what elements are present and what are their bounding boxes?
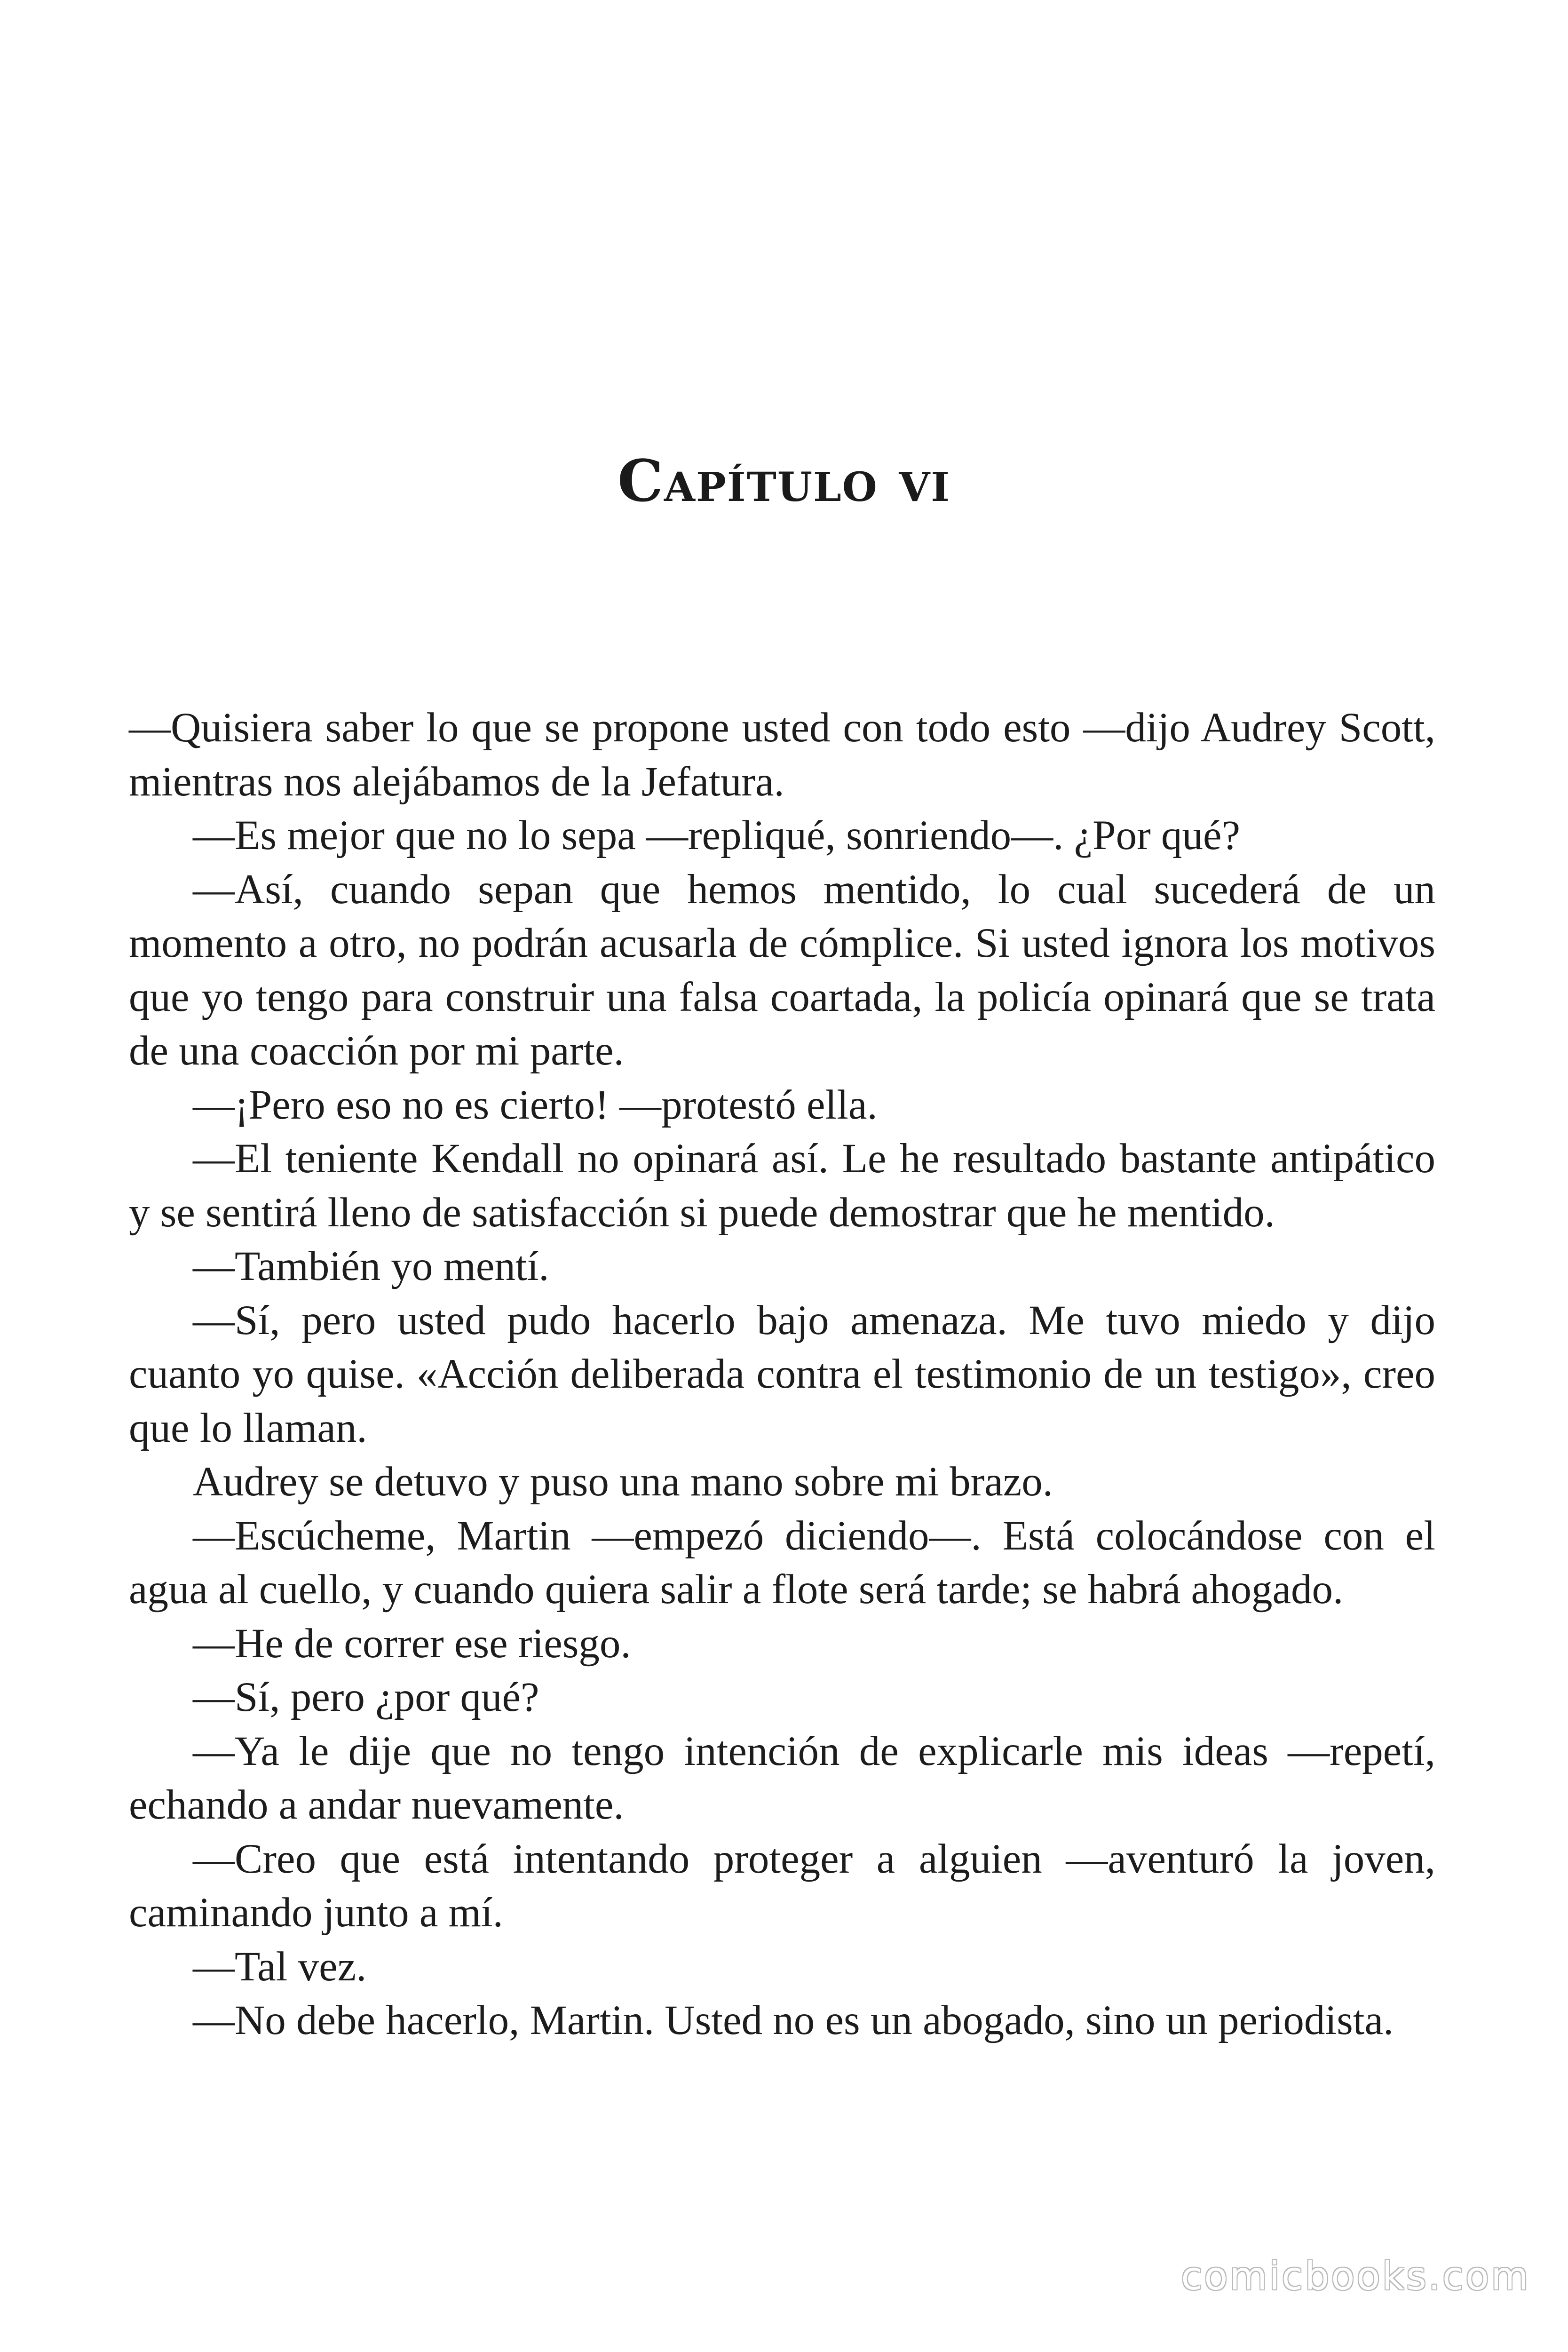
paragraph: —Sí, pero ¿por qué?	[193, 1674, 539, 1720]
chapter-title: Capítulo vi	[617, 447, 951, 515]
paragraph: —¡Pero eso no es cierto! —protestó ella.	[193, 1081, 878, 1128]
paragraph: —Ya le dije que no tengo intención de explicarle mis ideas —repetí, echando a andar nuevamente.	[129, 1728, 1435, 1828]
paragraph: Audrey se detuvo y puso una mano sobre mi brazo.	[193, 1459, 1053, 1505]
paragraph: —No debe hacerlo, Martin. Usted no es un abogado, sino un periodista.	[193, 1997, 1394, 2043]
paragraph: —También yo mentí.	[193, 1243, 549, 1289]
paragraph: —Quisiera saber lo que se propone usted con todo esto —dijo Audrey Scott, mientras nos alejábamos de la Jefatura.	[129, 705, 1435, 805]
paragraph: —Sí, pero usted pudo hacerlo bajo amenaza. Me tuvo miedo y dijo cuanto yo quise. «Acción deliberada contra el testimonio de un testigo», creo que lo llaman.	[129, 1297, 1435, 1451]
paragraph: —El teniente Kendall no opinará así. Le he resultado bastante antipático y se sentirá lleno de satisfacción si puede demostrar que he mentido.	[129, 1136, 1435, 1236]
paragraph: —Creo que está intentando proteger a alguien —aventuró la joven, caminando junto a mí.	[129, 1836, 1435, 1936]
paragraph: —He de correr ese riesgo.	[193, 1620, 631, 1667]
paragraph: —Es mejor que no lo sepa —repliqué, sonriendo—. ¿Por qué?	[193, 812, 1240, 858]
paragraph: —Así, cuando sepan que hemos mentido, lo cual sucederá de un momento a otro, no podrán acusarla de cómplice. Si usted ignora los motivos que yo tengo para construir una falsa coartada, la policía opinará que se trata de una coacción por mi parte.	[129, 866, 1435, 1074]
paragraph: —Escúcheme, Martin —empezó diciendo—. Está colocándose con el agua al cuello, y cuando quiera salir a flote será tarde; se habrá ahogado.	[129, 1512, 1435, 1613]
watermark: comicbooks.com	[1181, 2254, 1530, 2299]
chapter-body	[129, 701, 1435, 2048]
paragraph: —Tal vez.	[193, 1943, 367, 1990]
